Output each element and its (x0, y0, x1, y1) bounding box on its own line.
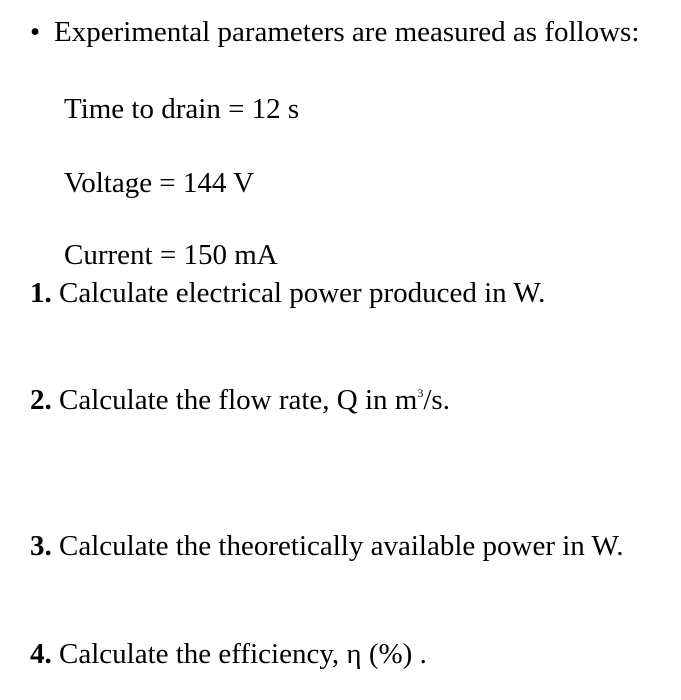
param-time-to-drain: Time to drain = 12 s (64, 93, 300, 125)
param-voltage: Voltage = 144 V (64, 167, 255, 199)
question-text: Calculate electrical power produced in W. (51, 277, 546, 309)
question-3 (30, 529, 623, 563)
bullet-icon: • (30, 16, 41, 48)
cubed-superscript: 3 (417, 386, 424, 400)
question-text-unit: /s. (423, 384, 450, 416)
question-2 (30, 383, 450, 417)
question-text: Calculate the flow rate, Q in m (51, 384, 418, 416)
question-1 (30, 276, 545, 310)
question-number: 3. (30, 530, 52, 562)
question-text: Calculate the theoretically available power in W. (51, 530, 624, 562)
question-text: Calculate the efficiency, η (%) . (51, 638, 427, 670)
question-number: 2. (30, 384, 52, 416)
question-number: 4. (30, 638, 52, 670)
bullet-heading (30, 15, 639, 49)
question-4 (30, 637, 427, 671)
bullet-heading-text: Experimental parameters are measured as follows: (54, 16, 640, 48)
param-current: Current = 150 mA (64, 239, 278, 271)
question-number: 1. (30, 277, 52, 309)
